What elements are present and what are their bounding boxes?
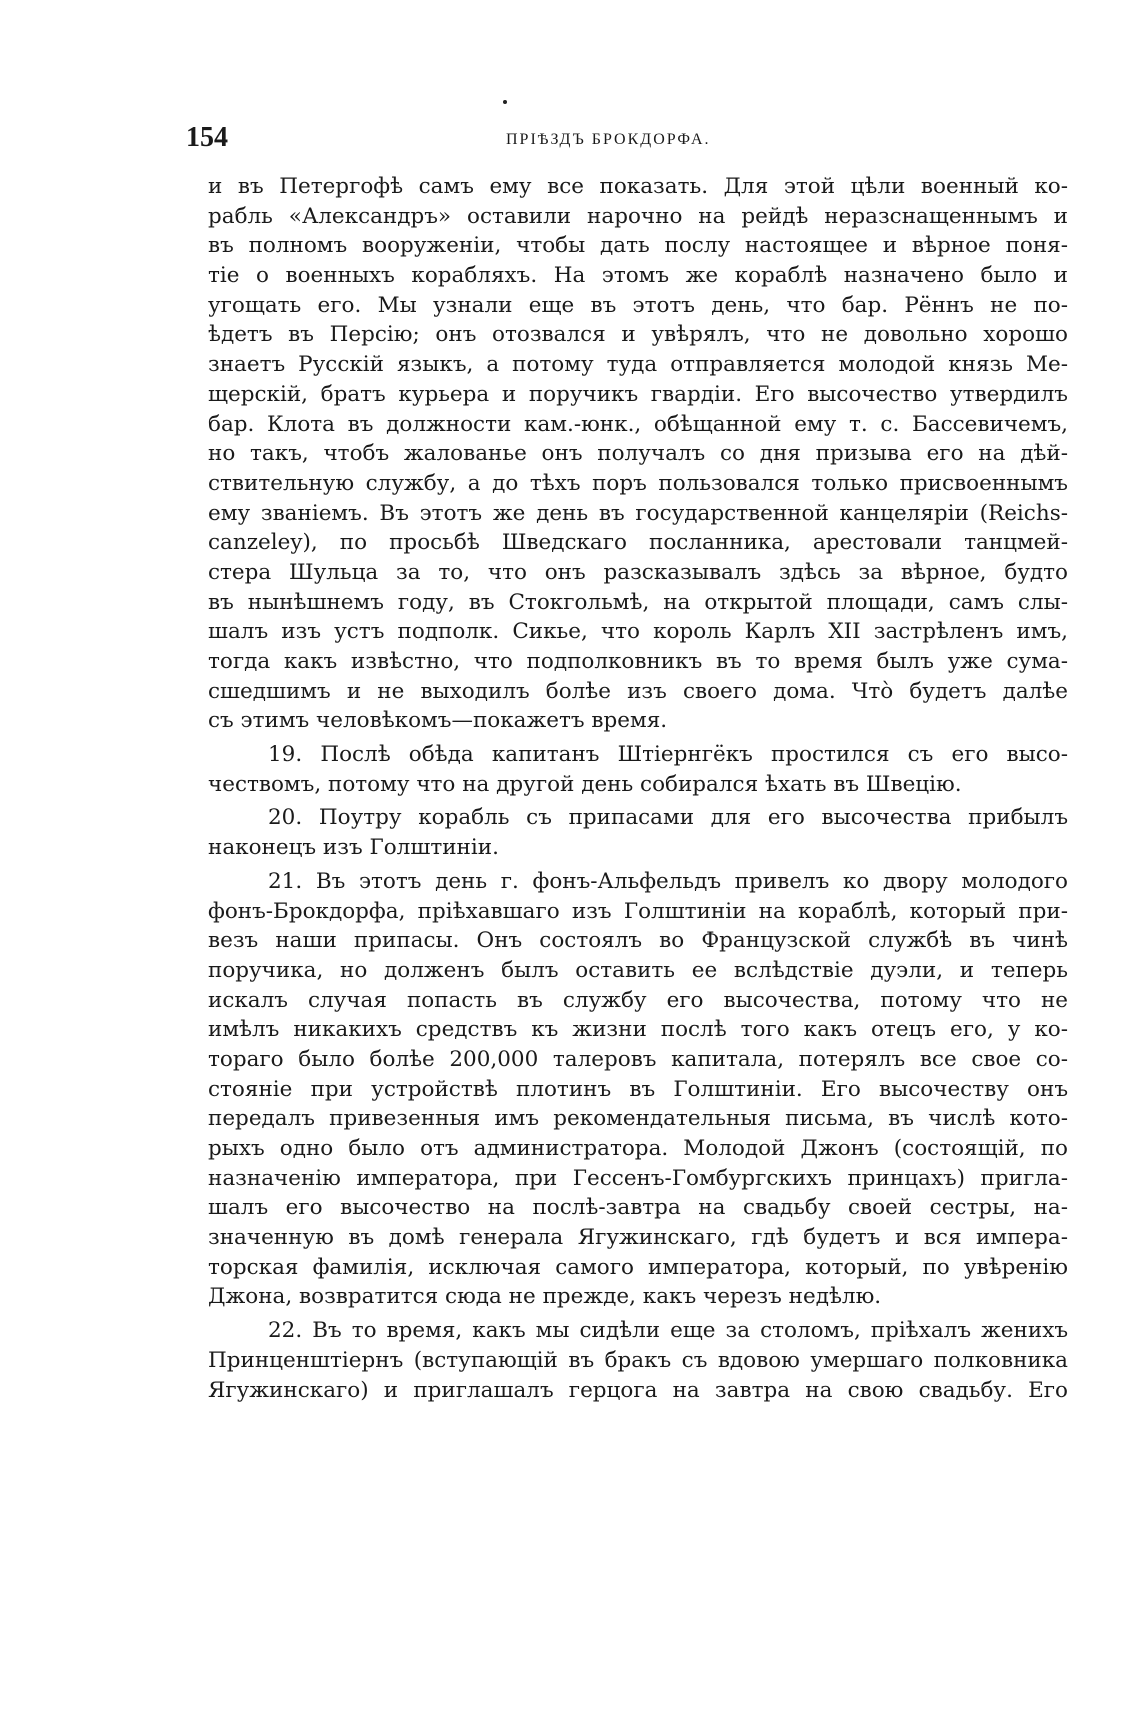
text-line: canzeley), по просьбѣ Шведскаго посланника, арестовали танцмей- (208, 530, 1068, 556)
text-line: бар. Клота въ должности кам.-юнк., обѣщанной ему т. с. Бассевичемъ, (208, 411, 1068, 437)
text-line: ѣдетъ въ Персію; онъ отозвался и увѣрялъ, что не довольно хорошо (208, 322, 1068, 348)
paragraph-22-start: 22. Въ то время, какъ мы сидѣли еще за столомъ, пріѣхалъ женихъ (268, 1318, 1068, 1344)
text-line: фонъ-Брокдорфа, пріѣхавшаго изъ Голштиніи на кораблѣ, который при- (208, 898, 1068, 924)
text-line: стера Шульца за то, что онъ разсказывалъ здѣсь за вѣрное, будто (208, 559, 1068, 585)
text-line: въ нынѣшнемъ году, въ Стокгольмѣ, на открытой площади, самъ слы- (208, 589, 1068, 615)
text-line: шалъ его высочество на послѣ-завтра на свадьбу своей сестры, на- (208, 1195, 1068, 1221)
print-speck (503, 100, 507, 104)
text-line: рыхъ одно было отъ администратора. Молодой Джонъ (состоящій, по (208, 1136, 1068, 1161)
text-line: тіе о военныхъ корабляхъ. На этомъ же кораблѣ назначено было и (208, 263, 1068, 289)
text-line: везъ наши припасы. Онъ состоялъ во Французской службѣ въ чинѣ (208, 928, 1068, 954)
text-line: Джона, возвратится сюда не прежде, какъ черезъ недѣлю. (208, 1284, 882, 1310)
text-line: и въ Петергофѣ самъ ему все показать. Для этой цѣли военный ко- (208, 174, 1068, 199)
text-line: но такъ, чтобъ жалованье онъ получалъ со дня призыва его на дѣй- (208, 441, 1068, 467)
text-line: чествомъ, потому что на другой день собирался ѣхать въ Швецію. (208, 771, 962, 797)
text-line: значенную въ домѣ генерала Ягужинскаго, гдѣ будетъ и вся импера- (208, 1225, 1068, 1251)
text-line: рабль «Александръ» оставили нарочно на рейдѣ неразснащеннымъ и (208, 203, 1068, 229)
text-line: передалъ привезенныя имъ рекомендательныя письма, въ числѣ кото- (208, 1106, 1068, 1132)
text-line: ствительную службу, а до тѣхъ поръ пользовался только присвоеннымъ (208, 470, 1068, 496)
text-line: тогда какъ извѣстно, что подполковникъ въ то время былъ уже сума- (208, 649, 1068, 674)
text-line: сшедшимъ и не выходилъ болѣе изъ своего дома. Чтò будетъ далѣе (208, 678, 1068, 704)
page-number: 154 (186, 122, 228, 153)
paragraph-20-start: 20. Поутру корабль съ припасами для его высочества прибылъ (268, 805, 1068, 831)
text-line: щерскій, братъ курьера и поручикъ гвардіи. Его высочество утвердилъ (208, 381, 1068, 407)
text-line: поручика, но долженъ былъ оставить ее вслѣдствіе дуэли, и теперь (208, 957, 1068, 983)
text-line: искалъ случая попасть въ службу его высочества, потому что не (208, 987, 1068, 1013)
running-title: ПРІѢЗДЪ БРОКДОРФА. (506, 131, 711, 148)
text-line: съ этимъ человѣкомъ—покажетъ время. (208, 708, 668, 734)
text-line: назначенію императора, при Гессенъ-Гомбургскихъ принцахъ) пригла- (208, 1165, 1068, 1191)
text-line: имѣлъ никакихъ средствъ къ жизни послѣ того какъ отецъ его, у ко- (208, 1017, 1068, 1043)
text-line: въ полномъ вооруженіи, чтобы дать послу настоящее и вѣрное поня- (208, 233, 1068, 259)
body-text (208, 172, 1068, 1405)
text-line: Ягужинскаго) и приглашалъ герцога на завтра на свою свадьбу. Его (208, 1377, 1068, 1403)
text-line: знаетъ Русскій языкъ, а потому туда отправляется молодой князь Ме- (208, 352, 1068, 378)
text-line: торская фамилія, исключая самого императора, который, по увѣренію (208, 1254, 1068, 1280)
text-line: тораго было болѣе 200,000 талеровъ капитала, потерялъ все свое со- (208, 1046, 1068, 1072)
paragraph-19-start: 19. Послѣ обѣда капитанъ Штіернгёкъ простился съ его высо- (268, 742, 1068, 768)
text-line: шалъ изъ устъ подполк. Сикье, что король Карлъ XII застрѣленъ имъ, (208, 619, 1068, 645)
text-line: наконецъ изъ Голштиніи. (208, 835, 499, 861)
page-header (186, 122, 1066, 162)
text-line: Принценштіернъ (вступающій въ бракъ съ вдовою умершаго полковника (208, 1347, 1068, 1373)
paragraph-21-start: 21. Въ этотъ день г. фонъ-Альфельдъ привелъ ко двору молодого (268, 868, 1068, 894)
text-line: ему званіемъ. Въ этотъ же день въ государственной канцеляріи (Reichs- (208, 500, 1068, 526)
text-line: угощать его. Мы узнали еще въ этотъ день, что бар. Рённъ не по- (208, 292, 1068, 318)
text-line: стояніе при устройствѣ плотинъ въ Голштиніи. Его высочеству онъ (208, 1076, 1068, 1102)
